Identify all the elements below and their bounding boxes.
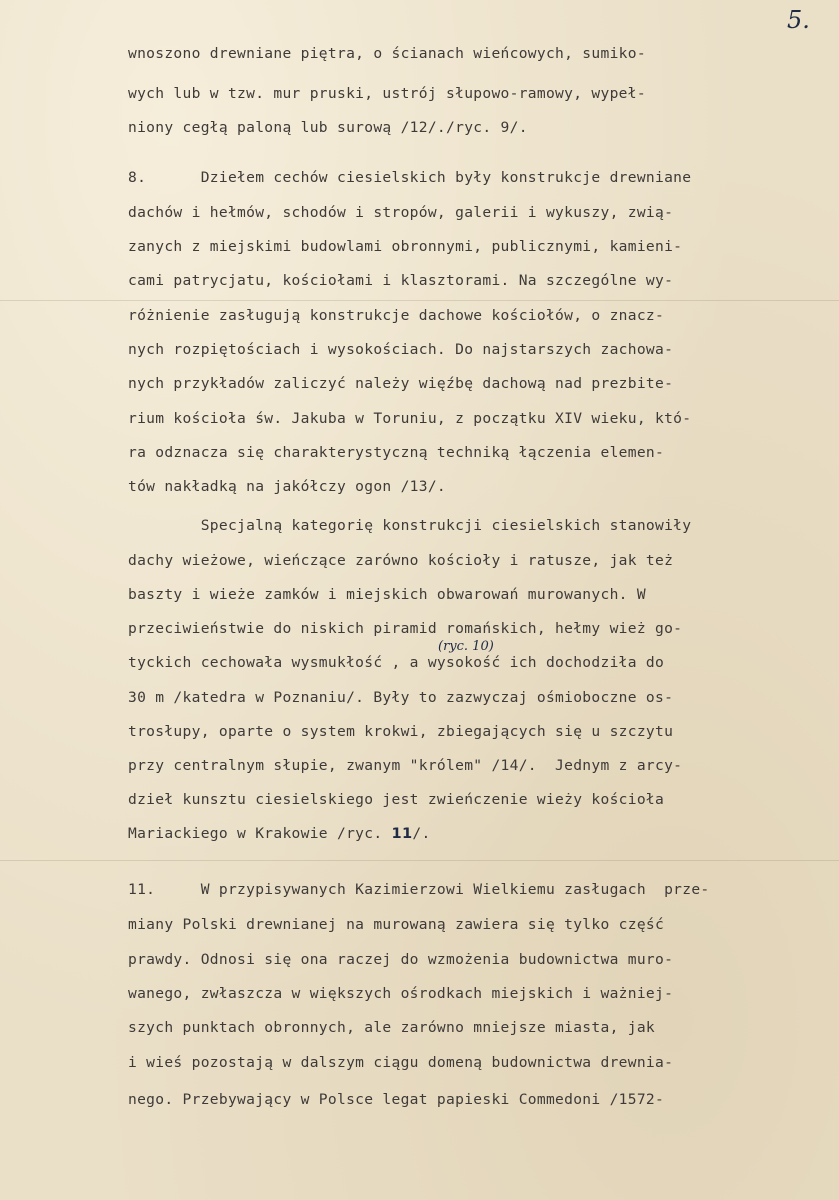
text-line: ra odznacza się charakterystyczną techniką łączenia elemen- (128, 444, 665, 461)
text-line: i wieś pozostają w dalszym ciągu domeną budownictwa drewnia- (128, 1054, 674, 1071)
text-line: niony cegłą paloną lub surową /12/./ryc. 9/. (128, 119, 528, 136)
text-line-tail: /. (412, 825, 431, 842)
text-line: dachów i hełmów, schodów i stropów, galerii i wykuszy, zwią- (128, 204, 674, 221)
text-line: 8. Dziełem cechów ciesielskich były konstrukcje drewniane (128, 169, 692, 186)
text-line: przeciwieństwie do niskich piramid romańskich, hełmy wież go- (128, 620, 683, 637)
text-line: wanego, zwłaszcza w większych ośrodkach miejskich i ważniej- (128, 985, 674, 1002)
fold-line (0, 300, 839, 301)
text-line: przy centralnym słupie, zwanym "królem" /14/. Jednym z arcy- (128, 757, 683, 774)
fold-line (0, 860, 839, 861)
text-line: 30 m /katedra w Poznaniu/. Były to zazwyczaj ośmioboczne os- (128, 689, 674, 706)
text-line: nych przykładów zaliczyć należy więźbę dachową nad prezbite- (128, 375, 674, 392)
text-line: nego. Przebywający w Polsce legat papieski Commedoni /1572- (128, 1091, 665, 1108)
text-line: tów nakładką na jakółczy ogon /13/. (128, 478, 447, 495)
text-line: baszty i wieże zamków i miejskich obwarowań murowanych. W (128, 586, 646, 603)
text-line: tyckich cechowała wysmukłość , a wysokość ich dochodziła do (128, 654, 665, 671)
text-line: szych punktach obronnych, ale zarówno mniejsze miasta, jak (128, 1019, 655, 1036)
text-line: rium kościoła św. Jakuba w Toruniu, z początku XIV wieku, któ- (128, 410, 692, 427)
text-line: trosłupy, oparte o system krokwi, zbiegających się u szczytu (128, 723, 674, 740)
text-line: zanych z miejskimi budowlami obronnymi, publicznymi, kamieni- (128, 238, 683, 255)
text-line: nych rozpiętościach i wysokościach. Do najstarszych zachowa- (128, 341, 674, 358)
text-line: dachy wieżowe, wieńczące zarówno kościoły i ratusze, jak też (128, 552, 674, 569)
text-line: prawdy. Odnosi się ona raczej do wzmożenia budownictwa muro- (128, 951, 674, 968)
text-line: różnienie zasługują konstrukcje dachowe kościołów, o znacz- (128, 307, 665, 324)
text-line: miany Polski drewnianej na murowaną zawiera się tylko część (128, 916, 665, 933)
text-line: cami patrycjatu, kościołami i klasztorami. Na szczególne wy- (128, 272, 674, 289)
text-line-main: Mariackiego w Krakowie /ryc. (128, 825, 392, 842)
handwritten-figure-number: 11 (391, 825, 413, 842)
page-number: 5. (787, 6, 810, 34)
text-line: 11. W przypisywanych Kazimierzowi Wielkiemu zasługach prze- (128, 881, 710, 898)
text-line: wych lub w tzw. mur pruski, ustrój słupowo-ramowy, wypeł- (128, 85, 646, 102)
text-line: Specjalną kategorię konstrukcji ciesielskich stanowiły (128, 517, 692, 534)
text-line (128, 824, 431, 844)
text-line: wnoszono drewniane piętra, o ścianach wieńcowych, sumiko- (128, 45, 646, 62)
handwritten-figure-reference: (ryc. 10) (438, 639, 494, 654)
text-line: dzieł kunsztu ciesielskiego jest zwieńczenie wieży kościoła (128, 791, 665, 808)
